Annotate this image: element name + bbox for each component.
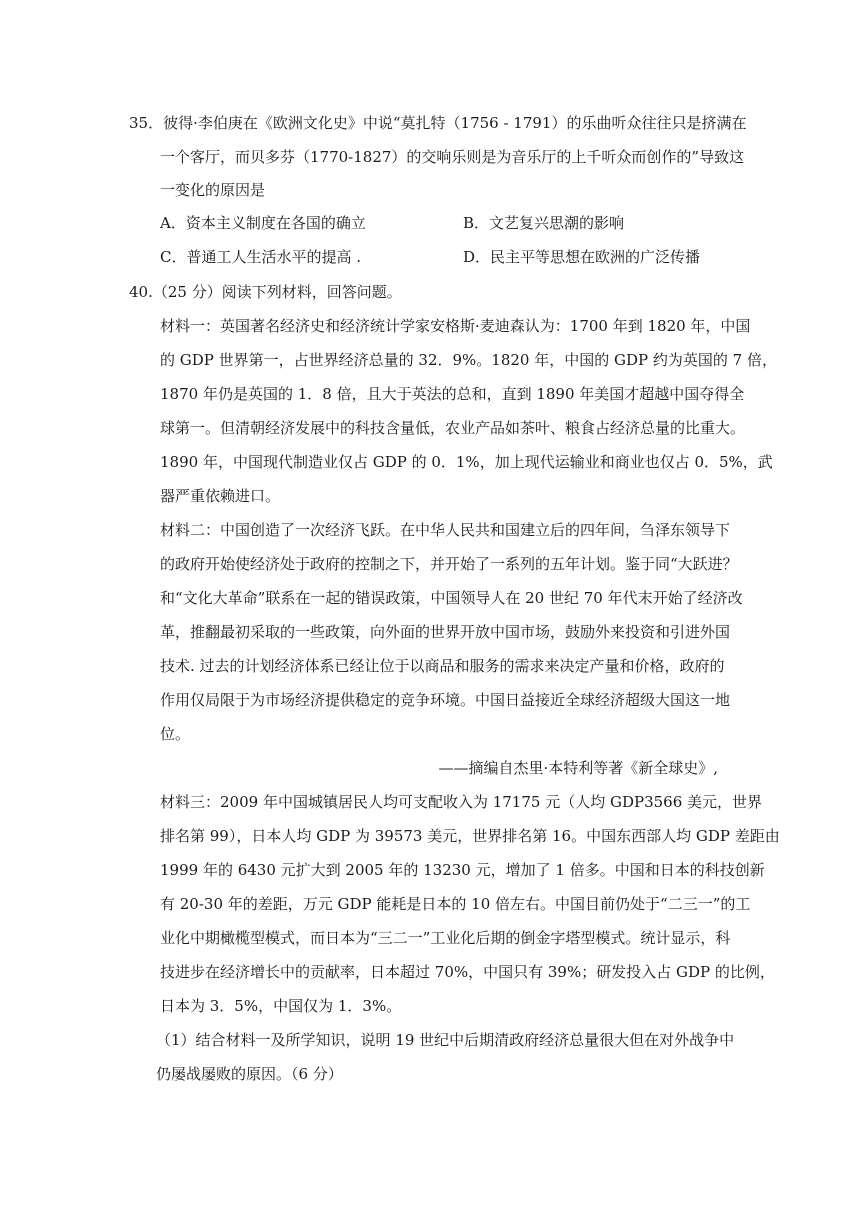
q35-option-b: B．文艺复兴思潮的影响 (463, 214, 625, 232)
material3-line-1: 材料三：2009 年中国城镇居民人均可支配收入为 17175 元（人均 GDP3566 美元，世界 (160, 793, 763, 811)
material1-line-6: 器严重依赖进口。 (160, 487, 281, 505)
q35-line-1: 35．彼得·李伯庚在《欧洲文化史》中说“莫扎特（1756 - 1791）的乐曲听众往往只是挤满在 (129, 114, 747, 132)
material2-line-2: 的政府开始使经济处于政府的控制之下，并开始了一系列的五年计划。鉴于同“大跃进？ (160, 555, 738, 573)
material3-line-3: 1999 年的 6430 元扩大到 2005 年的 13230 元，增加了 1 倍多。中国和日本的科技创新 (160, 861, 765, 879)
material1-line-3: 1870 年仍是英国的 1．8 倍，且大于英法的总和，直到 1890 年美国才超越中国夺得全 (160, 385, 745, 403)
material2-line-1: 材料二：中国创造了一次经济飞跃。在中华人民共和国建立后的四年间，刍泽东领导下 (160, 521, 731, 539)
q40-header: 40.（25 分）阅读下列材料，回答问题。 (129, 283, 402, 301)
material2-line-4: 革，推翻最初采取的一些政策，向外面的世界开放中国市场，鼓励外来投资和引进外国 (160, 623, 731, 641)
material3-line-6: 技进步在经济增长中的贡献率，日本超过 70%，中国只有 39%；研发投入占 GDP 的比例， (160, 963, 775, 981)
material2-line-3: 和“文化大革命”联系在一起的错误政策，中国领导人在 20 世纪 70 年代末开始了经济改 (160, 589, 743, 607)
material3-line-4: 有 20-30 年的差距，万元 GDP 能耗是日本的 10 倍左右。中国目前仍处于“二三一”的工 (160, 895, 751, 913)
sub-question-1-line-2: 仍屡战屡败的原因。（6 分） (156, 1065, 343, 1083)
sub-question-1-line-1: （1）结合材料一及所学知识，说明 19 世纪中后期清政府经济总量很大但在对外战争中 (156, 1031, 735, 1049)
material2-line-7: 位。 (160, 725, 191, 743)
q35-option-a: A．资本主义制度在各国的确立 (160, 214, 366, 232)
material1-line-4: 球第一。但清朝经济发展中的科技含量低，农业产品如茶叶、粮食占经济总量的比重大。 (160, 419, 746, 437)
material3-line-2: 排名第 99），日本人均 GDP 为 39573 美元，世界排名第 16。中国东西部人均 GDP 差距由 (160, 827, 780, 845)
material3-line-7: 日本为 3．5%，中国仅为 1．3%。 (160, 997, 402, 1015)
material1-line-5: 1890 年，中国现代制造业仅占 GDP 的 0．1%，加上现代运输业和商业也仅占 0．5%，武 (160, 453, 773, 471)
material2-line-5: 技术. 过去的计划经济体系已经让位于以商品和服务的需求来决定产量和价格，政府的 (160, 657, 725, 675)
material3-line-5: 业化中期橄榄型模式，而日本为“三二一”工业化后期的倒金字塔型模式。统计显示，科 (160, 929, 731, 947)
q35-line-2: 一个客厅，而贝多芬（1770-1827）的交响乐则是为音乐厅的上千听众而创作的”导致这 (160, 148, 745, 166)
q35-option-c: C．普通工人生活水平的提高 . (160, 248, 362, 266)
q35-line-3: 一变化的原因是 (160, 181, 266, 199)
material1-line-2: 的 GDP 世界第一，占世界经济总量的 32．9%。1820 年，中国的 GDP 约为英国的 7 倍， (160, 351, 777, 369)
material1-line-1: 材料一：英国著名经济史和经济统计学家安格斯·麦迪森认为：1700 年到 1820 年，中国 (160, 317, 751, 335)
material2-source: ——摘编自杰里·本特利等著《新全球史》, (438, 759, 718, 777)
material2-line-6: 作用仅局限于为市场经济提供稳定的竞争环境。中国日益接近全球经济超级大国这一地 (160, 691, 731, 709)
q35-option-d: D．民主平等思想在欧洲的广泛传播 (463, 248, 701, 266)
